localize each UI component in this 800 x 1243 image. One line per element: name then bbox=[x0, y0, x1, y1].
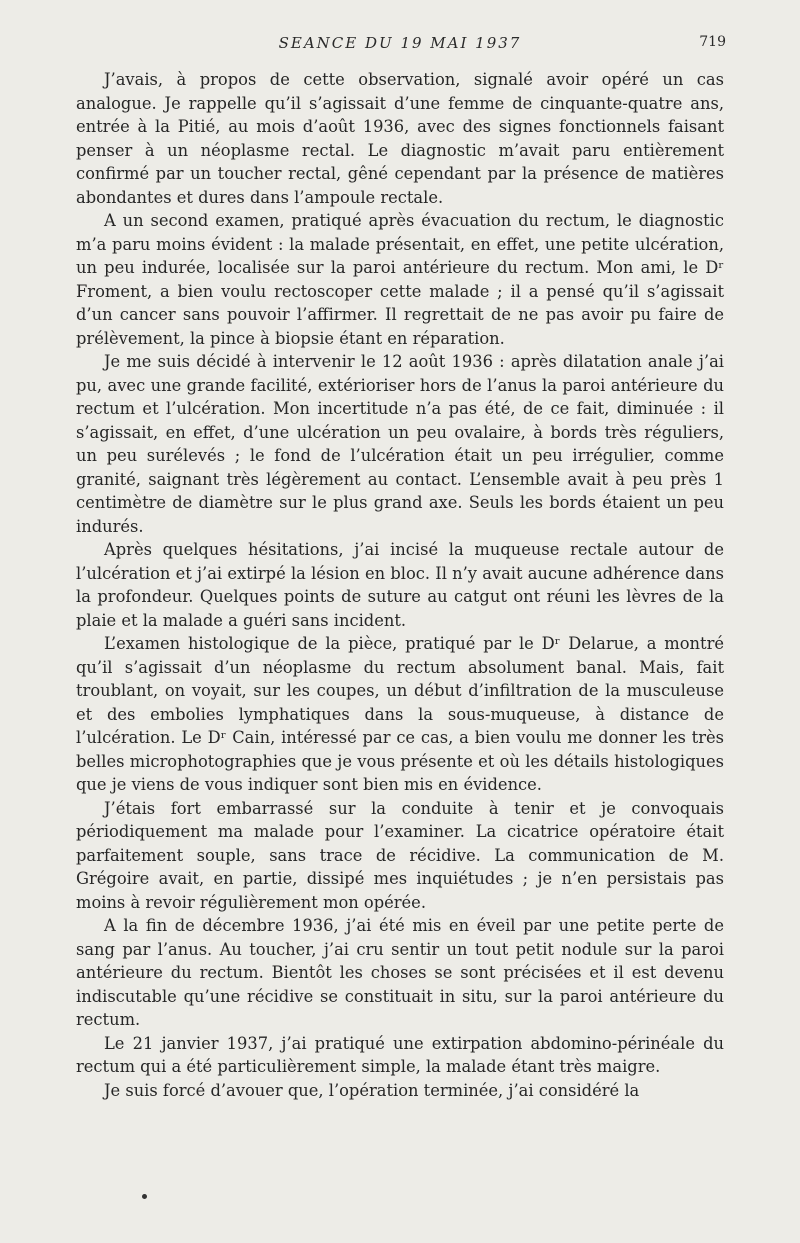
paragraph: A la fin de décembre 1936, j’ai été mis en éveil par une petite perte de sang par l’anus. Au toucher, j’ai cru sentir un tout petit nodule sur la paroi antérieure du rectum. Bientôt les choses se sont précisées et il est devenu indiscutable qu’une récidive se constituait in situ, sur la paroi antérieure du rectum. bbox=[76, 916, 724, 1029]
page-number: 719 bbox=[699, 34, 726, 50]
paragraph: L’examen histologique de la pièce, pratiqué par le Dʳ Delarue, a montré qu’il s’agissait d’un néoplasme du rectum absolument banal. Mais, fait troublant, on voyait, sur les coupes, un début d’infiltration de la musculeuse et des embolies lymphatiques dans la sous-muqueuse, à distance de l’ulcération. Le Dʳ Cain, intéressé par ce cas, a bien voulu me donner les très belles microphotographies que je vous présente et où les détails histologiques que je viens de vous indiquer sont bien mis en évidence. bbox=[76, 634, 724, 794]
paragraph: Je suis forcé d’avouer que, l’opération terminée, j’ai considéré la bbox=[104, 1080, 640, 1100]
paragraph: A un second examen, pratiqué après évacuation du rectum, le diagnostic m’a paru moins évident : la malade présentait, en effet, une petite ulcération, un peu indurée, localisée sur la paroi antérieure du rectum. Mon ami, le Dʳ Froment, a bien voulu rectoscoper cette malade ; il a pensé qu’il s’agissait d’un cancer sans pouvoir l’affirmer. Il regrettait de ne pas avoir pu faire de prélèvement, la pince à biopsie étant en réparation. bbox=[76, 211, 724, 348]
ink-dot bbox=[142, 1194, 147, 1199]
paragraph: Après quelques hésitations, j’ai incisé la muqueuse rectale autour de l’ulcération et j’ai extirpé la lésion en bloc. Il n’y avait aucune adhérence dans la profondeur. Quelques points de suture au catgut ont réuni les lèvres de la plaie et la malade a guéri sans incident. bbox=[76, 540, 724, 630]
paragraph: J’étais fort embarrassé sur la conduite à tenir et je convoquais périodiquement ma malade pour l’examiner. La cicatrice opératoire était parfaitement souple, sans trace de récidive. La communication de M. Grégoire avait, en partie, dissipé mes inquiétudes ; je n’en persistais pas moins à revoir régulièrement mon opérée. bbox=[76, 798, 724, 912]
paragraph: J’avais, à propos de cette observation, signalé avoir opéré un cas analogue. Je rappelle qu’il s’agissait d’une femme de cinquante-quatre ans, entrée à la Pitié, au mois d’août 1936, avec des signes fonctionnels faisant penser à un néoplasme rectal. Le diagnostic m’avait paru entièrement confirmé par un toucher rectal, gêné cependant par la présence de matières abondantes et dures dans l’ampoule rectale. bbox=[76, 70, 724, 207]
paragraph: Je me suis décidé à intervenir le 12 août 1936 : après dilatation anale j’ai pu, avec une grande facilité, extérioriser hors de l’anus la paroi antérieure du rectum et l’ulcération. Mon incertitude n’a pas été, de ce fait, diminuée : il s’agissait, en effet, d’une ulcération un peu ovalaire, à bords très réguliers, un peu surélevés ; le fond de l’ulcération était un peu irrégulier, comme granité, saignant très légèrement au contact. L’ensemble avait à peu près 1 centimètre de diamètre sur le plus grand axe. Seuls les bords étaient un peu indurés. bbox=[76, 352, 724, 536]
paragraph: Le 21 janvier 1937, j’ai pratiqué une extirpation abdomino-périnéale du rectum qui a été particulièrement simple, la malade étant très maigre. bbox=[76, 1033, 724, 1076]
running-header bbox=[76, 34, 724, 58]
body-text bbox=[76, 68, 724, 1102]
header-title: SEANCE DU 19 MAI 1937 bbox=[278, 34, 522, 52]
